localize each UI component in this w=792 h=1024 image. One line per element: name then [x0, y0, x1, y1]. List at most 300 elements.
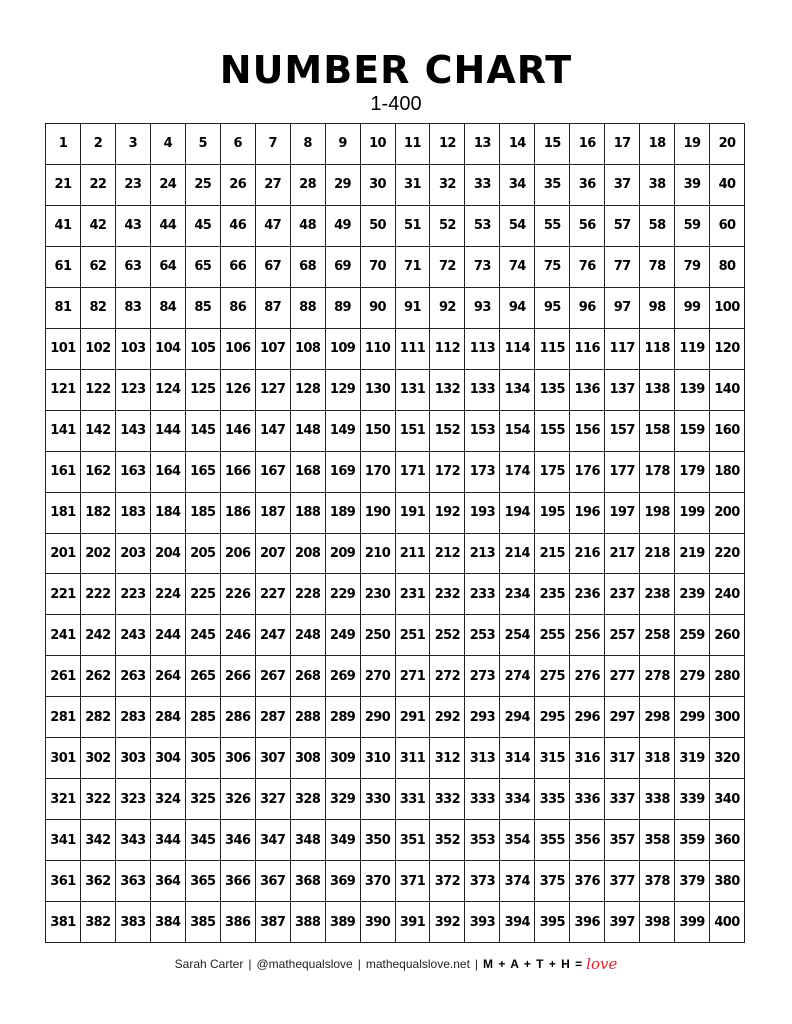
number-cell: 289 [326, 697, 361, 738]
number-cell: 367 [256, 861, 291, 902]
number-cell: 263 [116, 656, 151, 697]
number-cell: 377 [605, 861, 640, 902]
number-cell: 143 [116, 411, 151, 452]
number-cell: 313 [465, 738, 500, 779]
number-cell: 277 [605, 656, 640, 697]
number-cell: 218 [640, 534, 675, 575]
number-cell: 190 [361, 493, 396, 534]
number-cell: 235 [535, 574, 570, 615]
number-cell: 357 [605, 820, 640, 861]
number-cell: 28 [291, 165, 326, 206]
number-cell: 382 [81, 902, 116, 943]
number-cell: 186 [221, 493, 256, 534]
number-cell: 180 [710, 452, 745, 493]
number-cell: 3 [116, 124, 151, 165]
number-cell: 56 [570, 206, 605, 247]
number-cell: 376 [570, 861, 605, 902]
number-cell: 275 [535, 656, 570, 697]
number-cell: 187 [256, 493, 291, 534]
number-cell: 169 [326, 452, 361, 493]
number-cell: 178 [640, 452, 675, 493]
number-cell: 217 [605, 534, 640, 575]
number-cell: 395 [535, 902, 570, 943]
number-cell: 112 [430, 329, 465, 370]
number-cell: 155 [535, 411, 570, 452]
number-cell: 18 [640, 124, 675, 165]
number-cell: 35 [535, 165, 570, 206]
number-cell: 390 [361, 902, 396, 943]
number-cell: 43 [116, 206, 151, 247]
number-cell: 179 [675, 452, 710, 493]
number-cell: 199 [675, 493, 710, 534]
number-cell: 320 [710, 738, 745, 779]
number-cell: 251 [396, 615, 431, 656]
number-cell: 130 [361, 370, 396, 411]
number-cell: 138 [640, 370, 675, 411]
number-cell: 41 [46, 206, 81, 247]
number-cell: 151 [396, 411, 431, 452]
number-cell: 399 [675, 902, 710, 943]
number-cell: 67 [256, 247, 291, 288]
number-cell: 394 [500, 902, 535, 943]
number-cell: 135 [535, 370, 570, 411]
number-cell: 14 [500, 124, 535, 165]
number-cell: 127 [256, 370, 291, 411]
number-cell: 202 [81, 534, 116, 575]
number-cell: 102 [81, 329, 116, 370]
number-cell: 296 [570, 697, 605, 738]
number-cell: 84 [151, 288, 186, 329]
number-cell: 353 [465, 820, 500, 861]
number-cell: 380 [710, 861, 745, 902]
number-cell: 1 [46, 124, 81, 165]
number-cell: 212 [430, 534, 465, 575]
number-cell: 356 [570, 820, 605, 861]
number-cell: 117 [605, 329, 640, 370]
number-cell: 103 [116, 329, 151, 370]
number-cell: 244 [151, 615, 186, 656]
footer-separator: | [248, 957, 252, 971]
number-cell: 209 [326, 534, 361, 575]
number-cell: 164 [151, 452, 186, 493]
number-cell: 332 [430, 779, 465, 820]
number-cell: 226 [221, 574, 256, 615]
number-cell: 201 [46, 534, 81, 575]
number-cell: 207 [256, 534, 291, 575]
number-cell: 344 [151, 820, 186, 861]
number-cell: 270 [361, 656, 396, 697]
number-cell: 17 [605, 124, 640, 165]
number-cell: 31 [396, 165, 431, 206]
number-cell: 24 [151, 165, 186, 206]
number-cell: 192 [430, 493, 465, 534]
number-cell: 113 [465, 329, 500, 370]
number-cell: 27 [256, 165, 291, 206]
number-cell: 381 [46, 902, 81, 943]
number-cell: 47 [256, 206, 291, 247]
number-cell: 221 [46, 574, 81, 615]
number-cell: 61 [46, 247, 81, 288]
number-cell: 223 [116, 574, 151, 615]
number-cell: 211 [396, 534, 431, 575]
number-cell: 370 [361, 861, 396, 902]
number-cell: 9 [326, 124, 361, 165]
number-cell: 337 [605, 779, 640, 820]
number-cell: 286 [221, 697, 256, 738]
number-cell: 245 [186, 615, 221, 656]
number-cell: 196 [570, 493, 605, 534]
number-cell: 57 [605, 206, 640, 247]
number-cell: 104 [151, 329, 186, 370]
number-cell: 216 [570, 534, 605, 575]
number-cell: 88 [291, 288, 326, 329]
number-cell: 131 [396, 370, 431, 411]
number-cell: 97 [605, 288, 640, 329]
number-cell: 360 [710, 820, 745, 861]
number-cell: 204 [151, 534, 186, 575]
number-cell: 58 [640, 206, 675, 247]
number-cell: 142 [81, 411, 116, 452]
number-cell: 63 [116, 247, 151, 288]
number-cell: 281 [46, 697, 81, 738]
number-cell: 246 [221, 615, 256, 656]
number-cell: 213 [465, 534, 500, 575]
number-cell: 49 [326, 206, 361, 247]
number-cell: 290 [361, 697, 396, 738]
number-cell: 315 [535, 738, 570, 779]
number-cell: 312 [430, 738, 465, 779]
number-cell: 185 [186, 493, 221, 534]
number-cell: 171 [396, 452, 431, 493]
number-cell: 339 [675, 779, 710, 820]
number-cell: 158 [640, 411, 675, 452]
number-cell: 261 [46, 656, 81, 697]
number-cell: 6 [221, 124, 256, 165]
number-cell: 338 [640, 779, 675, 820]
number-cell: 288 [291, 697, 326, 738]
number-cell: 384 [151, 902, 186, 943]
number-cell: 247 [256, 615, 291, 656]
number-cell: 139 [675, 370, 710, 411]
number-cell: 219 [675, 534, 710, 575]
number-cell: 252 [430, 615, 465, 656]
number-cell: 284 [151, 697, 186, 738]
number-cell: 335 [535, 779, 570, 820]
number-cell: 74 [500, 247, 535, 288]
number-cell: 15 [535, 124, 570, 165]
number-cell: 86 [221, 288, 256, 329]
number-cell: 392 [430, 902, 465, 943]
number-cell: 146 [221, 411, 256, 452]
number-cell: 260 [710, 615, 745, 656]
number-cell: 298 [640, 697, 675, 738]
footer-separator: | [474, 957, 479, 971]
number-cell: 2 [81, 124, 116, 165]
number-cell: 183 [116, 493, 151, 534]
number-cell: 238 [640, 574, 675, 615]
number-cell: 75 [535, 247, 570, 288]
number-cell: 387 [256, 902, 291, 943]
number-cell: 350 [361, 820, 396, 861]
number-cell: 194 [500, 493, 535, 534]
number-cell: 264 [151, 656, 186, 697]
footer-love-logo: love [586, 955, 618, 973]
number-cell: 307 [256, 738, 291, 779]
number-cell: 148 [291, 411, 326, 452]
number-cell: 329 [326, 779, 361, 820]
number-cell: 363 [116, 861, 151, 902]
number-cell: 29 [326, 165, 361, 206]
number-cell: 100 [710, 288, 745, 329]
number-cell: 76 [570, 247, 605, 288]
number-cell: 346 [221, 820, 256, 861]
number-cell: 314 [500, 738, 535, 779]
number-cell: 203 [116, 534, 151, 575]
number-cell: 89 [326, 288, 361, 329]
number-cell: 373 [465, 861, 500, 902]
number-cell: 81 [46, 288, 81, 329]
number-cell: 109 [326, 329, 361, 370]
number-cell: 378 [640, 861, 675, 902]
number-cell: 126 [221, 370, 256, 411]
number-cell: 267 [256, 656, 291, 697]
number-cell: 318 [640, 738, 675, 779]
number-cell: 371 [396, 861, 431, 902]
number-cell: 147 [256, 411, 291, 452]
number-cell: 129 [326, 370, 361, 411]
number-cell: 391 [396, 902, 431, 943]
number-cell: 232 [430, 574, 465, 615]
number-cell: 150 [361, 411, 396, 452]
number-cell: 30 [361, 165, 396, 206]
number-cell: 115 [535, 329, 570, 370]
number-cell: 210 [361, 534, 396, 575]
number-cell: 233 [465, 574, 500, 615]
number-cell: 90 [361, 288, 396, 329]
footer [0, 955, 792, 973]
number-cell: 308 [291, 738, 326, 779]
number-cell: 51 [396, 206, 431, 247]
number-cell: 282 [81, 697, 116, 738]
number-cell: 398 [640, 902, 675, 943]
number-cell: 258 [640, 615, 675, 656]
number-cell: 36 [570, 165, 605, 206]
number-cell: 177 [605, 452, 640, 493]
number-cell: 341 [46, 820, 81, 861]
number-cell: 91 [396, 288, 431, 329]
number-cell: 336 [570, 779, 605, 820]
number-cell: 110 [361, 329, 396, 370]
number-cell: 125 [186, 370, 221, 411]
number-cell: 293 [465, 697, 500, 738]
number-cell: 62 [81, 247, 116, 288]
number-cell: 322 [81, 779, 116, 820]
number-cell: 200 [710, 493, 745, 534]
number-cell: 8 [291, 124, 326, 165]
number-cell: 153 [465, 411, 500, 452]
number-cell: 188 [291, 493, 326, 534]
number-cell: 389 [326, 902, 361, 943]
number-cell: 271 [396, 656, 431, 697]
number-cell: 222 [81, 574, 116, 615]
number-cell: 32 [430, 165, 465, 206]
number-cell: 154 [500, 411, 535, 452]
number-cell: 101 [46, 329, 81, 370]
number-cell: 348 [291, 820, 326, 861]
number-cell: 368 [291, 861, 326, 902]
number-cell: 225 [186, 574, 221, 615]
number-cell: 347 [256, 820, 291, 861]
number-cell: 241 [46, 615, 81, 656]
number-cell: 354 [500, 820, 535, 861]
number-cell: 136 [570, 370, 605, 411]
number-cell: 123 [116, 370, 151, 411]
number-cell: 254 [500, 615, 535, 656]
number-cell: 152 [430, 411, 465, 452]
number-cell: 239 [675, 574, 710, 615]
number-cell: 170 [361, 452, 396, 493]
number-cell: 249 [326, 615, 361, 656]
number-cell: 302 [81, 738, 116, 779]
number-cell: 309 [326, 738, 361, 779]
number-cell: 325 [186, 779, 221, 820]
number-cell: 198 [640, 493, 675, 534]
number-cell: 355 [535, 820, 570, 861]
number-cell: 114 [500, 329, 535, 370]
number-cell: 352 [430, 820, 465, 861]
number-cell: 297 [605, 697, 640, 738]
number-cell: 365 [186, 861, 221, 902]
footer-separator: | [357, 957, 361, 971]
number-cell: 342 [81, 820, 116, 861]
number-cell: 228 [291, 574, 326, 615]
number-cell: 55 [535, 206, 570, 247]
number-cell: 303 [116, 738, 151, 779]
number-cell: 159 [675, 411, 710, 452]
number-cell: 107 [256, 329, 291, 370]
number-cell: 229 [326, 574, 361, 615]
number-cell: 128 [291, 370, 326, 411]
number-cell: 299 [675, 697, 710, 738]
number-cell: 317 [605, 738, 640, 779]
number-cell: 133 [465, 370, 500, 411]
number-cell: 162 [81, 452, 116, 493]
number-cell: 310 [361, 738, 396, 779]
number-cell: 294 [500, 697, 535, 738]
number-cell: 319 [675, 738, 710, 779]
number-cell: 206 [221, 534, 256, 575]
number-cell: 316 [570, 738, 605, 779]
number-cell: 60 [710, 206, 745, 247]
number-cell: 262 [81, 656, 116, 697]
number-cell: 231 [396, 574, 431, 615]
number-cell: 39 [675, 165, 710, 206]
number-cell: 359 [675, 820, 710, 861]
number-cell: 374 [500, 861, 535, 902]
number-cell: 23 [116, 165, 151, 206]
number-cell: 132 [430, 370, 465, 411]
number-cell: 328 [291, 779, 326, 820]
number-cell: 291 [396, 697, 431, 738]
number-cell: 189 [326, 493, 361, 534]
number-cell: 44 [151, 206, 186, 247]
number-cell: 95 [535, 288, 570, 329]
number-cell: 48 [291, 206, 326, 247]
footer-website: mathequalslove.net [365, 957, 470, 971]
number-cell: 400 [710, 902, 745, 943]
number-cell: 141 [46, 411, 81, 452]
number-cell: 386 [221, 902, 256, 943]
number-cell: 134 [500, 370, 535, 411]
number-cell: 12 [430, 124, 465, 165]
number-cell: 21 [46, 165, 81, 206]
number-cell: 182 [81, 493, 116, 534]
number-cell: 167 [256, 452, 291, 493]
number-cell: 333 [465, 779, 500, 820]
number-cell: 37 [605, 165, 640, 206]
number-cell: 351 [396, 820, 431, 861]
number-cell: 300 [710, 697, 745, 738]
number-cell: 4 [151, 124, 186, 165]
number-cell: 66 [221, 247, 256, 288]
number-cell: 259 [675, 615, 710, 656]
number-cell: 157 [605, 411, 640, 452]
number-cell: 140 [710, 370, 745, 411]
number-cell: 224 [151, 574, 186, 615]
number-cell: 19 [675, 124, 710, 165]
number-cell: 13 [465, 124, 500, 165]
number-cell: 124 [151, 370, 186, 411]
number-cell: 276 [570, 656, 605, 697]
number-cell: 184 [151, 493, 186, 534]
number-cell: 22 [81, 165, 116, 206]
number-cell: 362 [81, 861, 116, 902]
number-cell: 173 [465, 452, 500, 493]
number-cell: 334 [500, 779, 535, 820]
number-cell: 197 [605, 493, 640, 534]
number-cell: 149 [326, 411, 361, 452]
number-cell: 345 [186, 820, 221, 861]
number-cell: 292 [430, 697, 465, 738]
number-cell: 234 [500, 574, 535, 615]
number-cell: 323 [116, 779, 151, 820]
number-cell: 272 [430, 656, 465, 697]
number-cell: 269 [326, 656, 361, 697]
number-cell: 175 [535, 452, 570, 493]
number-cell: 163 [116, 452, 151, 493]
number-cell: 266 [221, 656, 256, 697]
number-cell: 25 [186, 165, 221, 206]
number-cell: 191 [396, 493, 431, 534]
number-cell: 72 [430, 247, 465, 288]
number-cell: 364 [151, 861, 186, 902]
number-cell: 396 [570, 902, 605, 943]
number-cell: 278 [640, 656, 675, 697]
number-cell: 38 [640, 165, 675, 206]
number-cell: 366 [221, 861, 256, 902]
number-cell: 108 [291, 329, 326, 370]
number-cell: 379 [675, 861, 710, 902]
number-cell: 34 [500, 165, 535, 206]
number-cell: 52 [430, 206, 465, 247]
number-cell: 160 [710, 411, 745, 452]
number-cell: 243 [116, 615, 151, 656]
number-cell: 195 [535, 493, 570, 534]
number-cell: 385 [186, 902, 221, 943]
number-cell: 121 [46, 370, 81, 411]
number-cell: 375 [535, 861, 570, 902]
number-cell: 42 [81, 206, 116, 247]
